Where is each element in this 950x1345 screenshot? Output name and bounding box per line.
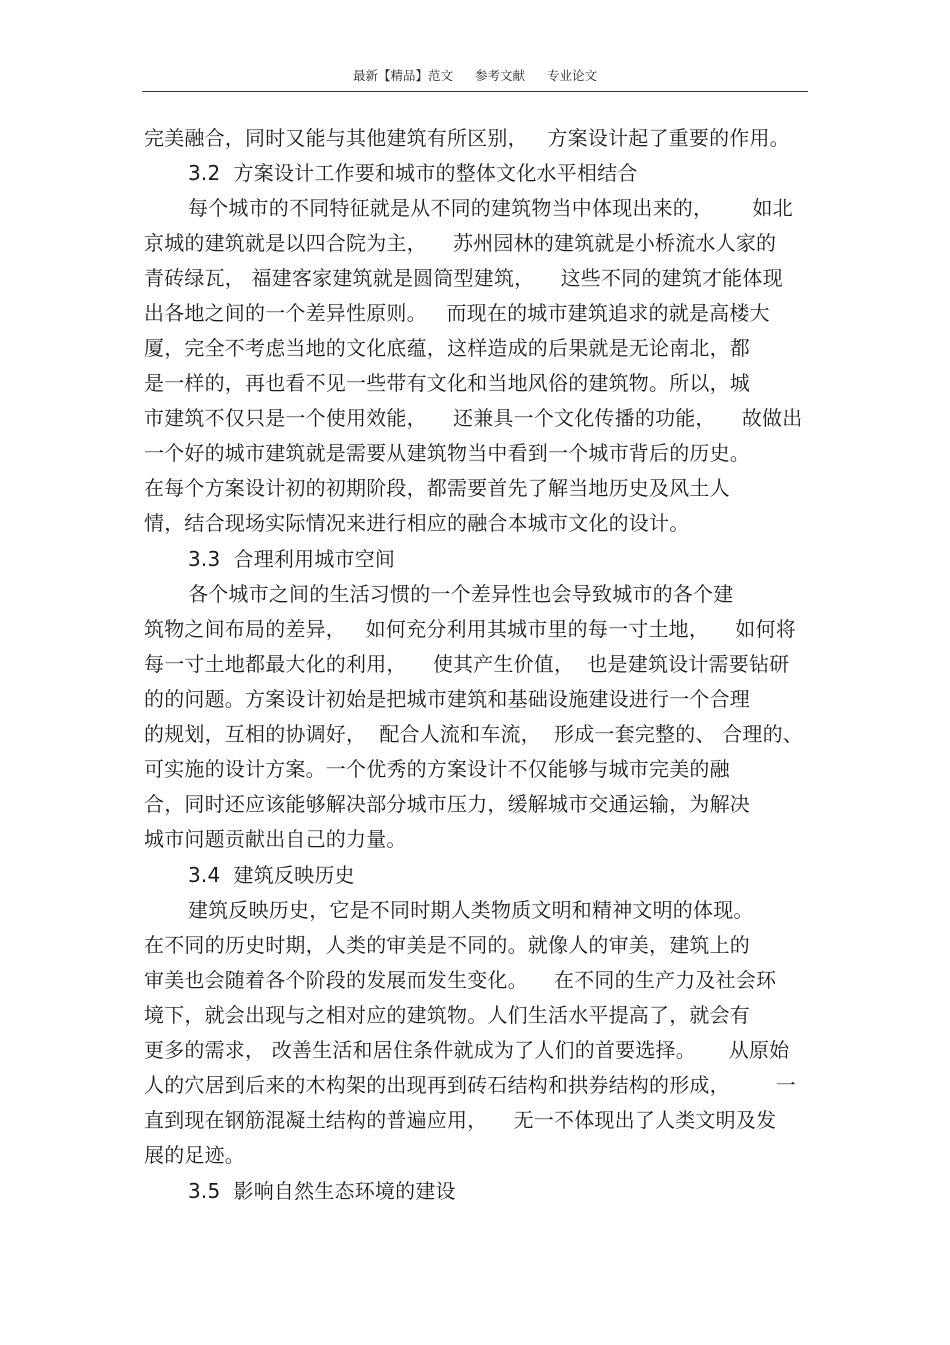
- body-line: 城市问题贡献出自己的力量。: [144, 827, 407, 851]
- body-line: 的规划，互相的协调好， 配合人流和车流， 形成一套完整的、 合理的、: [144, 722, 803, 746]
- header-item: 参考文献: [474, 68, 525, 83]
- body-line: 筑物之间布局的差异， 如何充分利用其城市里的每一寸土地， 如何将: [144, 617, 796, 641]
- body-line: 厦，完全不考虑当地的文化底蕴，这样造成的后果就是无论南北，都: [144, 336, 750, 360]
- body-line: 每个城市的不同特征就是从不同的建筑物当中体现出来的， 如北: [188, 196, 793, 220]
- body-line: 完美融合，同时又能与其他建筑有所区别， 方案设计起了重要的作用。: [144, 126, 790, 150]
- body-line: 建筑反映历史，它是不同时期人类物质文明和精神文明的体现。: [188, 898, 754, 922]
- body-line: 在每个方案设计初的初期阶段，都需要首先了解当地历史及风土人: [144, 476, 730, 500]
- body-line: 青砖绿瓦， 福建客家建筑就是圆筒型建筑， 这些不同的建筑才能体现: [144, 266, 783, 290]
- body-line: 直到现在钢筋混凝土结构的普遍应用， 无一不体现出了人类文明及发: [144, 1108, 777, 1132]
- body-line: 合，同时还应该能够解决部分城市压力，缓解城市交通运输，为解决: [144, 792, 750, 816]
- body-line: 京城的建筑就是以四合院为主， 苏州园林的建筑就是小桥流水人家的: [144, 231, 777, 255]
- body-line: 可实施的设计方案。一个优秀的方案设计不仅能够与城市完美的融: [144, 757, 730, 781]
- page-header: [0, 66, 950, 84]
- header-rule: [142, 91, 808, 92]
- body-line: 审美也会随着各个阶段的发展而发生变化。 在不同的生产力及社会环: [144, 968, 777, 992]
- body-line: 每一寸土地都最大化的利用， 使其产生价值， 也是建筑设计需要钻研: [144, 652, 790, 676]
- body-line: 的的问题。方案设计初始是把城市建筑和基础设施建设进行一个合理: [144, 687, 750, 711]
- header-item: 最新【精品】范文: [352, 68, 453, 83]
- body-line: 更多的需求， 改善生活和居住条件就成为了人们的首要选择。 从原始: [144, 1038, 790, 1062]
- section-heading: 3.4 建筑反映历史: [188, 863, 355, 887]
- body-line: 市建筑不仅只是一个使用效能， 还兼具一个文化传播的功能， 故做出: [144, 406, 803, 430]
- body-line: 在不同的历史时期，人类的审美是不同的。就像人的审美，建筑上的: [144, 933, 750, 957]
- section-heading: 3.5 影响自然生态环境的建设: [188, 1179, 456, 1203]
- header-item: 专业论文: [546, 68, 597, 83]
- body-line: 一个好的城市建筑就是需要从建筑物当中看到一个城市背后的历史。: [144, 441, 750, 465]
- section-heading: 3.3 合理利用城市空间: [188, 547, 396, 571]
- section-heading: 3.2 方案设计工作要和城市的整体文化水平相结合: [188, 161, 638, 185]
- body-line: 是一样的，再也看不见一些带有文化和当地风俗的建筑物。所以，城: [144, 371, 750, 395]
- body-line: 出各地之间的一个差异性原则。 而现在的城市建筑追求的就是高楼大: [144, 301, 770, 325]
- body-line: 情，结合现场实际情况来进行相应的融合本城市文化的设计。: [144, 511, 690, 535]
- body-line: 人的穴居到后来的木构架的出现再到砖石结构和拱券结构的形成， 一: [144, 1073, 796, 1097]
- body-line: 各个城市之间的生活习惯的一个差异性也会导致城市的各个建: [188, 582, 734, 606]
- body-line: 展的足迹。: [144, 1143, 245, 1167]
- body-line: 境下，就会出现与之相对应的建筑物。人们生活水平提高了，就会有: [144, 1003, 750, 1027]
